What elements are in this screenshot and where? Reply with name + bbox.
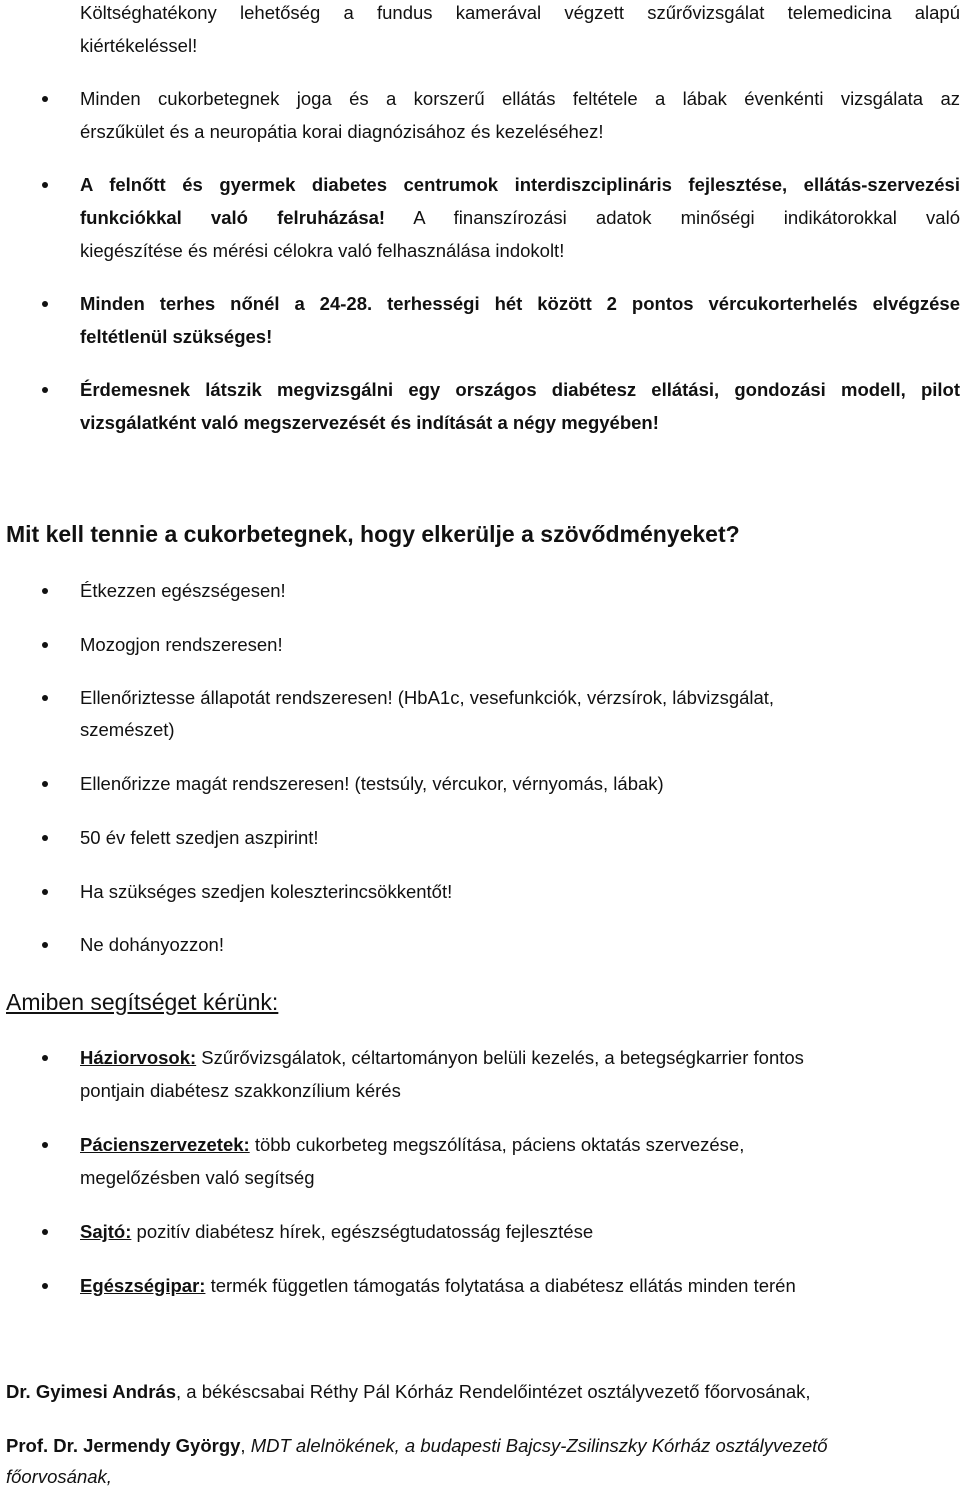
signature-2-line-2: főorvosának, — [6, 1466, 112, 1487]
recommendation-3-line-1: Minden terhes nőnél a 24-28. terhességi hét között 2 pontos vércukorterhelés elvégzése — [80, 293, 960, 314]
bullet — [42, 1229, 48, 1235]
help-item-1-text: Szűrővizsgálatok, céltartományon belüli kezelés, a betegségkarrier fontos — [196, 1047, 804, 1068]
recommendation-4-line-2: vizsgálatként való megszervezését és indítását a négy megyében! — [80, 412, 659, 433]
recommendation-1-line-2: érszűkület és a neuropátia korai diagnózisához és kezeléséhez! — [80, 121, 604, 142]
bullet — [42, 781, 48, 787]
recommendation-2-bold-part: funkciókkal való felruházása! — [80, 207, 386, 228]
recommendation-2-line-1: A felnőtt és gyermek diabetes centrumok interdiszciplináris fejlesztése, ellátás-szervezési — [80, 174, 960, 195]
signature-2-name: Prof. Dr. Jermendy György — [6, 1435, 241, 1456]
bullet — [42, 301, 48, 307]
recommendation-2-line-2 — [80, 207, 960, 229]
patient-item-2: Mozogjon rendszeresen! — [80, 634, 283, 655]
bullet — [42, 642, 48, 648]
help-item-3 — [80, 1221, 593, 1243]
bullet — [42, 96, 48, 102]
patient-item-6: Ha szükséges szedjen koleszterincsökkentőt! — [80, 881, 453, 902]
help-section-heading: Amiben segítséget kérünk: — [6, 989, 279, 1015]
intro-line-1: Költséghatékony lehetőség a fundus kamerával végzett szűrővizsgálat telemedicina alapú — [80, 2, 960, 23]
help-item-4 — [80, 1275, 796, 1297]
bullet — [42, 387, 48, 393]
bullet — [42, 835, 48, 841]
signature-1-name: Dr. Gyimesi András — [6, 1381, 176, 1402]
patient-item-5: 50 év felett szedjen aszpirint! — [80, 827, 319, 848]
signature-2-line-1 — [6, 1435, 828, 1457]
help-item-3-label: Sajtó: — [80, 1221, 132, 1242]
recommendation-3-line-2: feltétlenül szükséges! — [80, 326, 273, 347]
intro-line-2: kiértékeléssel! — [80, 35, 198, 56]
bullet — [42, 1283, 48, 1289]
help-item-1-label: Háziorvosok: — [80, 1047, 197, 1068]
patient-item-4: Ellenőrizze magát rendszeresen! (testsúly, vércukor, vérnyomás, lábak) — [80, 773, 664, 794]
help-item-2-line-1 — [80, 1134, 744, 1156]
patient-item-1: Étkezzen egészségesen! — [80, 580, 286, 601]
recommendation-2-normal-part: A finanszírozási adatok minőségi indikátorokkal való — [385, 207, 960, 228]
patient-item-3-line-2: szemészet) — [80, 719, 175, 740]
help-item-4-text: termék független támogatás folytatása a diabétesz ellátás minden terén — [205, 1275, 796, 1296]
signature-1-rest: , a békéscsabai Réthy Pál Kórház Rendelőintézet osztályvezető főorvosának, — [176, 1381, 811, 1402]
patient-item-3-line-1: Ellenőriztesse állapotát rendszeresen! (HbA1c, vesefunkciók, vérzsírok, lábvizsgálat, — [80, 687, 775, 708]
help-item-1-line-2: pontjain diabétesz szakkonzílium kérés — [80, 1080, 401, 1101]
signature-2-comma: , — [240, 1435, 251, 1456]
bullet — [42, 588, 48, 594]
help-item-2-text: több cukorbeteg megszólítása, páciens oktatás szervezése, — [249, 1134, 745, 1155]
recommendation-1-line-1: Minden cukorbetegnek joga és a korszerű ellátás feltétele a lábak évenkénti vizsgálata az — [80, 88, 960, 109]
help-item-2-line-2: megelőzésben való segítség — [80, 1167, 315, 1188]
signature-2-rest: MDT alelnökének, a budapesti Bajcsy-Zsilinszky Kórház osztályvezető — [250, 1435, 828, 1456]
recommendation-2-line-3: kiegészítése és mérési célokra való felhasználása indokolt! — [80, 240, 565, 261]
bullet — [42, 695, 48, 701]
bullet — [42, 1055, 48, 1061]
patient-section-heading: Mit kell tennie a cukorbetegnek, hogy elkerülje a szövődményeket? — [6, 521, 740, 547]
help-item-1-line-1 — [80, 1047, 804, 1069]
signature-1 — [6, 1381, 811, 1403]
help-item-3-text: pozitív diabétesz hírek, egészségtudatosság fejlesztése — [131, 1221, 594, 1242]
recommendation-4-line-1: Érdemesnek látszik megvizsgálni egy országos diabétesz ellátási, gondozási modell, pilot — [80, 379, 960, 400]
bullet — [42, 889, 48, 895]
bullet — [42, 182, 48, 188]
patient-item-7: Ne dohányozzon! — [80, 934, 224, 955]
help-item-4-label: Egészségipar: — [80, 1275, 206, 1296]
help-item-2-label: Pácienszervezetek: — [80, 1134, 250, 1155]
bullet — [42, 942, 48, 948]
bullet — [42, 1142, 48, 1148]
